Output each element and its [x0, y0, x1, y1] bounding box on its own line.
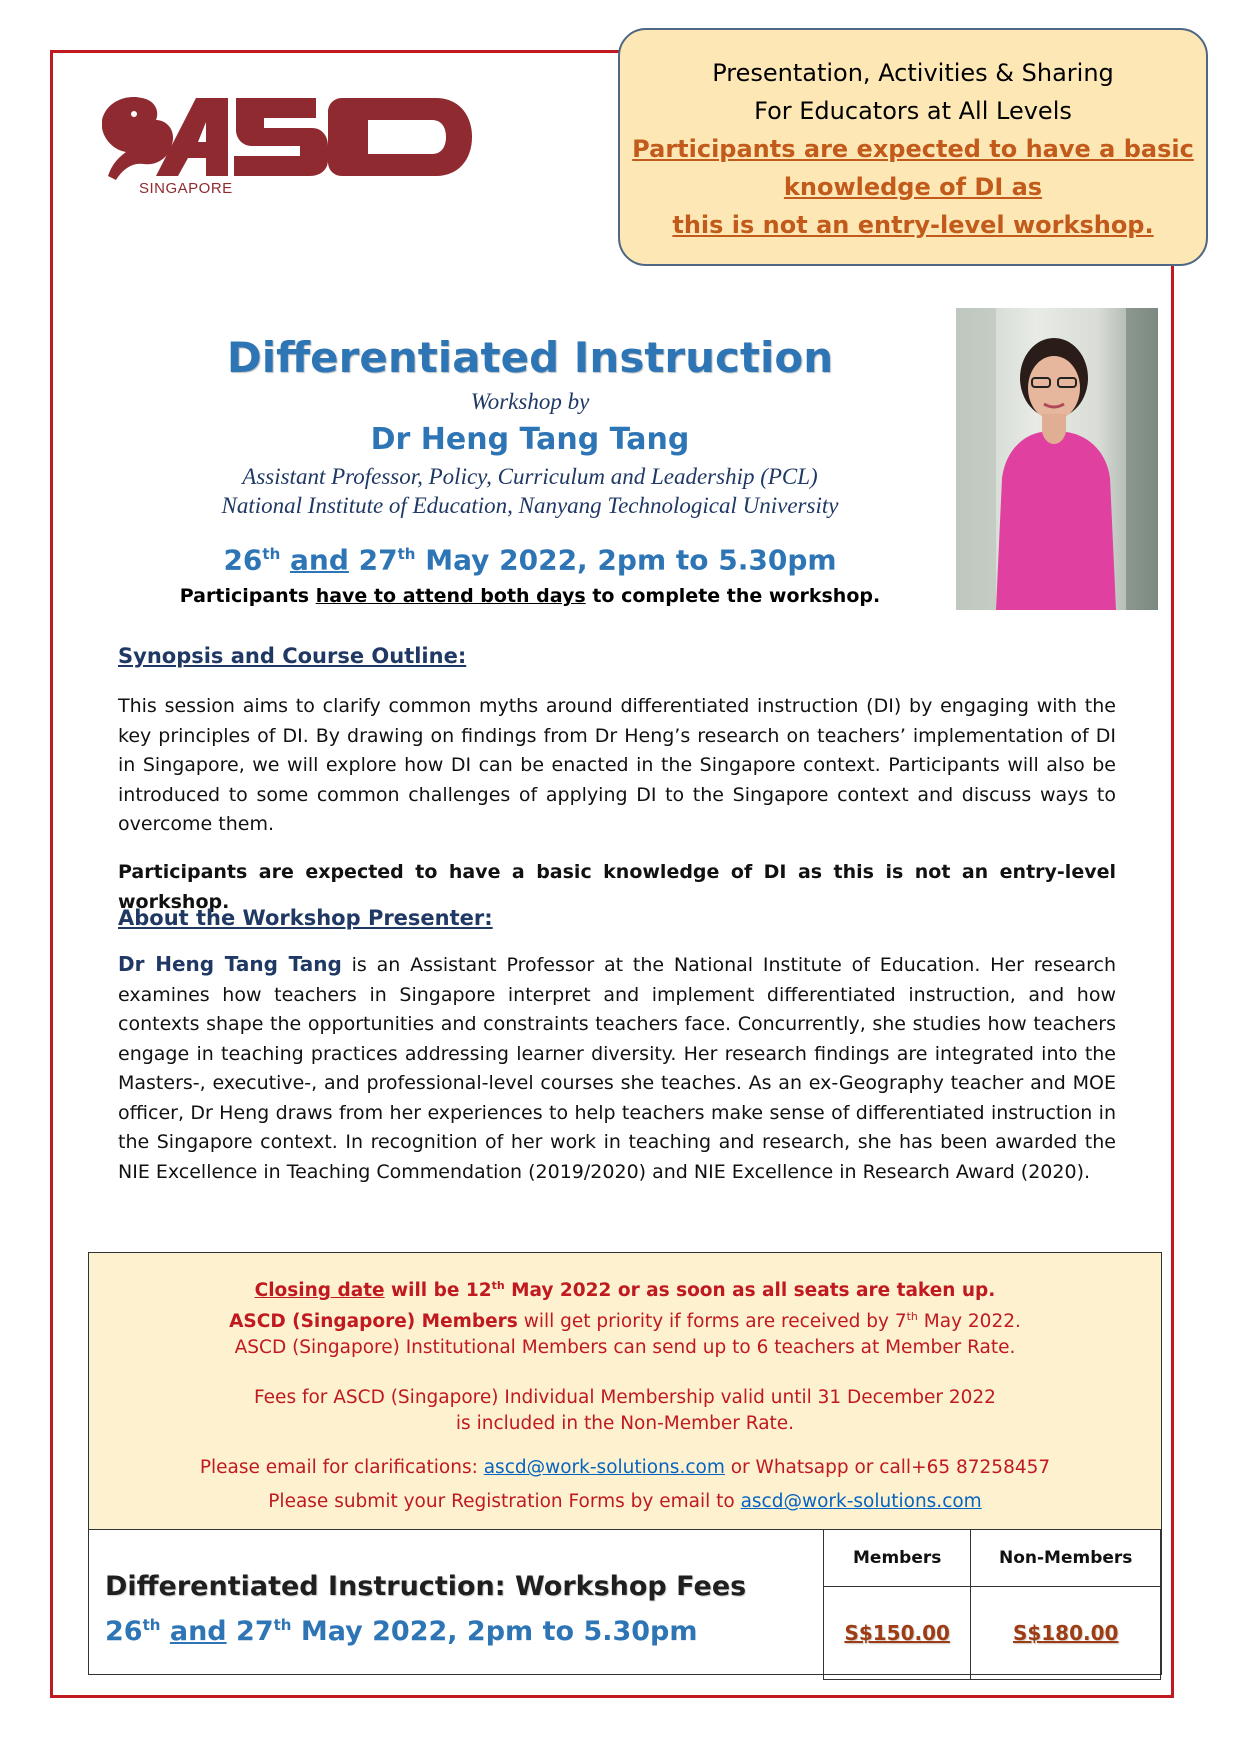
workshop-title: Differentiated Instruction	[226, 333, 834, 382]
presenter-role: Assistant Professor, Policy, Curriculum and Leadership (PCL)	[242, 464, 818, 489]
workshop-by: Workshop by	[470, 389, 590, 414]
date-sup-1: th	[262, 545, 281, 563]
workshop-date	[150, 532, 910, 582]
members-bold: ASCD (Singapore) Members	[229, 1311, 518, 1333]
closing-rest: May 2022 or as soon as all seats are taken up.	[504, 1280, 996, 1302]
submit-pre: Please submit your Registration Forms by email to	[268, 1491, 741, 1513]
attend-underlined: have to attend both days	[315, 585, 586, 608]
fees-date-sup-2: th	[273, 1616, 292, 1634]
members-fee: S$150.00	[824, 1587, 971, 1680]
prerequisite-note: Participants are expected to have a basic knowledge of DI as this is not an entry-level workshop.	[118, 861, 1116, 913]
members-end: May 2022.	[917, 1311, 1021, 1333]
about-text: is an Assistant Professor at the National Institute of Education. Her research examines how teachers in Singapore interpret and implement differentiated instruction, and how contexts shape the opportunities and constraints teachers face. Concurrently, she studies how teachers engage in teaching practices addressing learner diversity. Her research findings are integrated into the Masters-, executive-, and professional-level courses she teaches. As an ex-Geography teacher and MOE officer, Dr Heng draws from her experiences to help teachers make sense of differentiated instruction in the Singapore context. In recognition of her work in teaching and research, she has been awarded the NIE Excellence in Teaching Commendation (2019/2020) and NIE Excellence in Research Award (2020).	[118, 954, 1116, 1183]
institutional-line: ASCD (Singapore) Institutional Members can send up to 6 teachers at Member Rate.	[234, 1337, 1016, 1359]
submit-email-link[interactable]: ascd@work-solutions.com	[740, 1491, 982, 1513]
callout-warning-2: knowledge of DI as	[783, 173, 1043, 201]
closing-sup: th	[491, 1279, 505, 1292]
attend-pre: Participants	[179, 585, 316, 608]
date-and: and	[290, 543, 349, 577]
audience-callout	[618, 28, 1208, 266]
callout-line-2: For Educators at All Levels	[754, 97, 1072, 125]
fees-date	[105, 1606, 746, 1651]
fees-date-and: and	[169, 1616, 227, 1647]
callout-line-1: Presentation, Activities & Sharing	[712, 59, 1114, 87]
fees-table	[823, 1529, 1161, 1680]
clarification-line	[89, 1455, 1161, 1481]
callout-warning-1: Participants are expected to have a basic	[632, 135, 1194, 163]
fees-title: Differentiated Instruction: Workshop Fees	[105, 1571, 747, 1602]
presenter-name: Dr Heng Tang Tang	[370, 422, 690, 457]
about-body	[118, 950, 1116, 1187]
callout-warning-3: this is not an entry-level workshop.	[672, 211, 1154, 239]
attendance-note	[150, 582, 910, 610]
submit-line	[89, 1489, 1161, 1515]
nonmembers-header: Non-Members	[971, 1530, 1161, 1587]
fees-title-block	[105, 1568, 746, 1651]
date-day-1: 26	[223, 543, 263, 577]
date-sup-2: th	[397, 545, 416, 563]
registration-info	[88, 1252, 1162, 1529]
fees-date-rest: May 2022, 2pm to 5.30pm	[300, 1616, 698, 1647]
clarification-email-link[interactable]: ascd@work-solutions.com	[483, 1457, 725, 1479]
date-rest: May 2022, 2pm to 5.30pm	[425, 543, 837, 577]
members-sup: th	[906, 1310, 918, 1324]
fees-note-1: Fees for ASCD (Singapore) Individual Membership valid until 31 December 2022	[254, 1387, 996, 1409]
fees-note-2: is included in the Non-Member Rate.	[455, 1413, 795, 1435]
presenter-photo	[956, 308, 1158, 610]
fees-date-day-1: 26	[105, 1616, 143, 1647]
about-heading: About the Workshop Presenter:	[118, 906, 493, 930]
presenter-silhouette	[956, 308, 1158, 610]
synopsis-heading: Synopsis and Course Outline:	[118, 644, 467, 668]
closing-mid: will be 12	[384, 1280, 492, 1302]
about-presenter-name: Dr Heng Tang Tang	[118, 952, 342, 976]
closing-date-line	[89, 1273, 1161, 1304]
members-priority-line	[89, 1304, 1161, 1335]
logo-subtitle: SINGAPORE	[139, 180, 233, 197]
closing-date-label: Closing date	[254, 1280, 385, 1302]
members-header: Members	[824, 1530, 971, 1587]
workshop-header	[150, 330, 910, 610]
attend-post: to complete the workshop.	[585, 585, 881, 608]
nonmembers-fee: S$180.00	[971, 1587, 1161, 1680]
fees-date-sup-1: th	[142, 1616, 161, 1634]
members-rest: will get priority if forms are received by 7	[517, 1311, 907, 1333]
presenter-institution: National Institute of Education, Nanyang Technological University	[221, 493, 839, 518]
email-post: or Whatsapp or call+65 87258457	[724, 1457, 1051, 1479]
date-day-2: 27	[358, 543, 398, 577]
synopsis-body: This session aims to clarify common myths around differentiated instruction (DI) by engaging with the key principles of DI. By drawing on findings from Dr Heng’s research on teachers’ implementation of DI in Singapore, we will explore how DI can be enacted in the Singapore context. Participants will also be introduced to some common challenges of applying DI to the Singapore context and discuss ways to overcome them.	[118, 695, 1116, 835]
workshop-fees	[88, 1529, 1162, 1675]
fees-date-day-2: 27	[236, 1616, 274, 1647]
email-pre: Please email for clarifications:	[199, 1457, 484, 1479]
